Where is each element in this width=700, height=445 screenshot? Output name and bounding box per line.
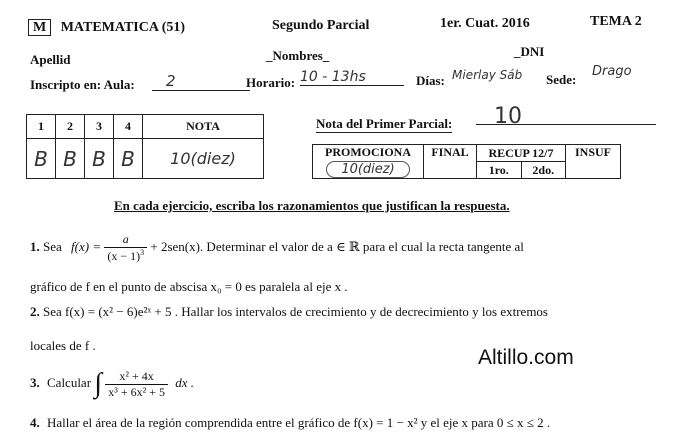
exam-title: Segundo Parcial (272, 18, 370, 33)
exercise-1-fraction (104, 232, 147, 264)
dni-label: _DNI (514, 44, 545, 59)
subject-title: MATEMATICA (51) (60, 20, 186, 35)
exercise-2 (30, 304, 548, 320)
exercise-3-dx: dx . (175, 374, 194, 390)
exercise-1-tail: + 2sen(x). Determinar el valor de a ∈ ℝ para el cual la recta tangente al (150, 238, 524, 254)
insuf-label: INSUF (566, 145, 621, 179)
answer-nota: 10(diez) (143, 139, 264, 179)
integral-icon: ∫ (94, 368, 102, 399)
term-label: 1er. Cuat. 2016 (440, 16, 530, 31)
nombres-label: _Nombres_ (266, 48, 330, 63)
exercise-3 (30, 368, 194, 400)
exercise-3-number: 3. (30, 374, 40, 390)
answer-4: B (114, 139, 143, 179)
m-box: M (28, 19, 51, 36)
exercise-1-number: 1. (30, 238, 40, 254)
exercise-4-line: Hallar el área de la región comprendida entre el gráfico de f(x) = 1 − x² y el eje x para 0 ≤ x ≤ 2 . (47, 415, 551, 430)
promociona-handwritten: 10(diez) (326, 161, 410, 178)
exercise-3-denominator: x³ + 6x² + 5 (108, 384, 165, 399)
apellido-label: Apellid (30, 52, 71, 67)
exercise-4-number: 4. (30, 415, 40, 430)
answer-3: B (85, 139, 114, 179)
header-row (28, 20, 185, 36)
exercise-3-numerator: x² + 4x (105, 369, 168, 385)
instruction: En cada ejercicio, escriba los razonamientos que justifican la respuesta. (114, 198, 510, 213)
score-header-4: 4 (114, 115, 143, 139)
dias-label: Días: (416, 73, 445, 88)
exercise-1-numerator: a (104, 232, 147, 248)
exercise-2-number: 2. (30, 304, 40, 319)
horario-value: 10 - 13hs (300, 69, 404, 86)
exercise-3-fraction (105, 369, 168, 400)
score-header-2: 2 (56, 115, 85, 139)
exercise-1-denominator: $(x - 1)^3$ (107, 248, 145, 263)
status-table (312, 144, 621, 179)
promociona-label: PROMOCIONA (325, 145, 411, 159)
score-header-nota: NOTA (143, 115, 264, 139)
exercise-4 (30, 415, 550, 431)
inscripto-label: Inscripto en: Aula: (30, 77, 135, 92)
dias-value: Mierlay Sáb (452, 68, 523, 82)
score-header-1: 1 (27, 115, 56, 139)
exercise-2-line1: Sea f(x) = (x² − 6)e²ˣ + 5 . Hallar los intervalos de crecimiento y de decrecimiento y los extremos (43, 304, 548, 319)
score-table (26, 114, 264, 179)
tema-label: TEMA 2 (590, 14, 642, 29)
exercise-1 (30, 232, 524, 264)
horario-label: Horario: (246, 75, 296, 90)
sede-label: Sede: (546, 72, 577, 87)
recup-second: 2do. (521, 162, 566, 179)
recup-label: RECUP 12/7 (477, 145, 566, 162)
aula-value: 2 (152, 72, 250, 91)
primer-parcial-value: 10 (494, 104, 522, 129)
score-header-3: 3 (85, 115, 114, 139)
primer-parcial-label: Nota del Primer Parcial: (316, 116, 453, 131)
exercise-1-line2: gráfico de f en el punto de abscisa x₀ = 0 es paralela al eje x . (30, 279, 348, 294)
watermark-text: Altillo.com (478, 346, 574, 369)
exercise-1-fx: f(x) = (71, 238, 102, 254)
exercise-3-calc: Calcular (47, 374, 92, 390)
recup-first: 1ro. (477, 162, 522, 179)
sede-value: Drago (592, 64, 632, 79)
answer-2: B (56, 139, 85, 179)
exercise-1-sea: Sea (43, 238, 62, 254)
answer-1: B (27, 139, 56, 179)
exercise-2-line2: locales de f . (30, 338, 96, 353)
promociona-cell (313, 145, 424, 179)
final-label: FINAL (424, 145, 477, 179)
